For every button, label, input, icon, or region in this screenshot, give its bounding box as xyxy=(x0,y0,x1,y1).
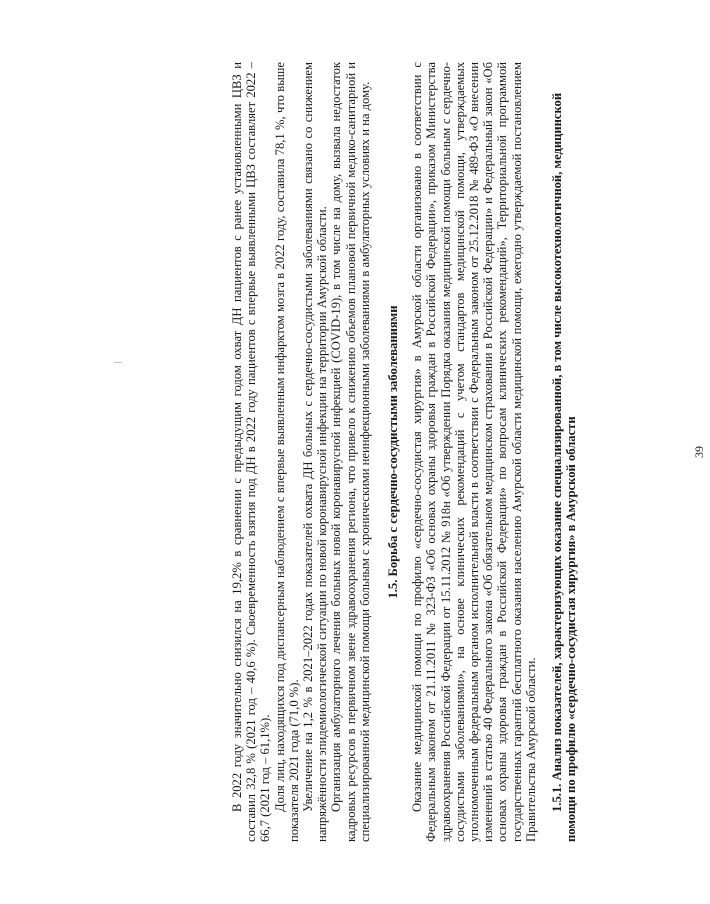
subsection-heading: 1.5.1. Анализ показателей, характеризующих оказание специализированной, в том числе высокотехнологичной, медицинской помощи по профилю «сердечно-сосудистая хирургия» в Амурской области xyxy=(550,92,579,842)
paragraph-cardio-surgery: Оказание медицинской помощи по профилю «сердечно-сосудистая хирургия» в Амурской области организовано в соответствии с Федеральным законом от 21.11.2011 № 323-ФЗ «Об основах охраны здоровья граждан в Российской Федерации», приказом Министерства здравоохранения Российской Федерации от 15.11.2012 № 918н «Об утверждении Порядка оказания медицинской помощи больным с сердечно-сосудистыми заболеваниями», на основе клинических рекомендаций с учетом стандартов медицинской помощи, утверждаемых уполномоченным федеральным органом исполнительной власти в соответствии с Федеральным законом от 25.12.2018 № 489-ФЗ «О внесении изменений в статью 40 Федерального закона «Об обязательном медицинском страховании в Российской Федерации» и Федеральный закон «Об основах охраны здоровья граждан в Российской Федерации» по вопросам клинических рекомендаций», Территориальной программой государственных гарантий бесплатного оказания населению Амурской области медицинской помощи, ежегодно утверждаемой постановлением Правительства Амурской области. xyxy=(410,62,538,842)
section-heading: 1.5. Борьба с сердечно-сосудистыми заболеваниями xyxy=(386,305,401,599)
page-body xyxy=(230,62,578,842)
rotated-text-frame xyxy=(230,62,710,842)
paragraph-infarction-share: Доля лиц, находящихся под диспансерным наблюдением с впервые выявленным инфарктом мозга в 2022 году, составила 78,1 %, что выше показателя 2021 года (71,0 %). xyxy=(272,62,301,842)
page-number: 39 xyxy=(692,446,706,458)
paragraph-covid-organization: Организация амбулаторного лечения больных новой коронавирусной инфекцией (COVID-19), в том числе на дому, вызвала недостаток кадровых ресурсов в первичном звене здравоохранения региона, что привело к снижению объемов плановой первичной медико-санитарной и специализированной медицинской помощи больным с хроническими неинфекционными заболеваниями в амбулаторных условиях и на дому. xyxy=(329,62,372,842)
paragraph-dn-increase: Увеличение на 1,2 % в 2021–2022 годах показателей охвата ДН больных с сердечно-сосудистыми заболеваниями связано со снижением напряжённости эпидемиологической ситуации по новой коронавирусной инфекции на территории Амурской области. xyxy=(301,62,330,842)
scan-mark xyxy=(114,362,122,363)
paragraph-dn-coverage: В 2022 году значительно снизился на 19,2% в сравнении с предыдущим годом охват ДН пациентов с ранее установленными ЦВЗ и составил 32,8 % (2021 год – 40,6 %). Своевременность взятия под ДН в 2022 году пациентов с впервые выявленными ЦВЗ составляет 2022 – 66,7 (2021 год – 61,1%). xyxy=(230,62,273,842)
